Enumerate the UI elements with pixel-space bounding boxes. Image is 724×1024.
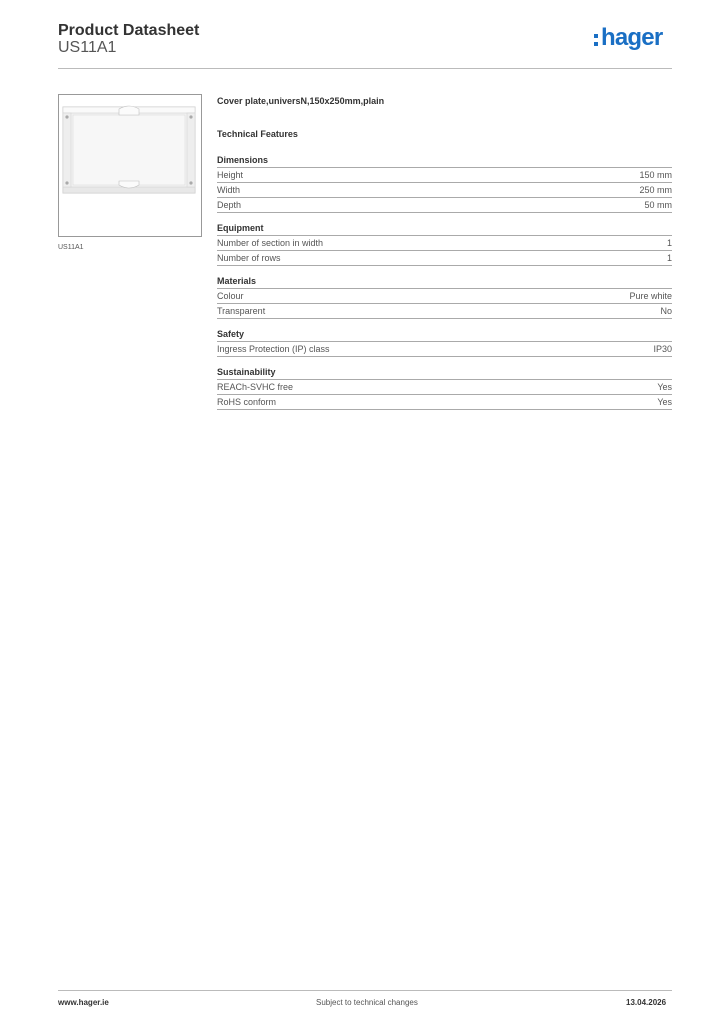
section-title: Equipment xyxy=(217,223,264,233)
section-safety xyxy=(217,328,672,357)
image-caption: US11A1 xyxy=(58,244,84,251)
technical-features-heading: Technical Features xyxy=(217,129,298,139)
section-title: Sustainability xyxy=(217,367,276,377)
spec-value: 150 mm xyxy=(639,170,672,180)
footer-date: 13.04.2026 xyxy=(626,998,667,1007)
product-image xyxy=(58,94,202,237)
spec-label: Height xyxy=(217,170,244,180)
section-title: Dimensions xyxy=(217,155,269,165)
spec-label: Depth xyxy=(217,200,242,210)
section-title: Materials xyxy=(217,276,257,286)
spec-row xyxy=(217,182,672,197)
spec-label: Number of section in width xyxy=(217,238,324,248)
spec-value: Pure white xyxy=(629,291,672,301)
spec-row xyxy=(217,288,672,303)
cover-plate-illustration xyxy=(59,95,201,236)
spec-row xyxy=(217,167,672,182)
spec-value: 250 mm xyxy=(639,185,672,195)
hager-logo: hager xyxy=(601,24,663,51)
spec-label: Width xyxy=(217,185,241,195)
spec-label: Transparent xyxy=(217,306,266,316)
spec-label: REACh-SVHC free xyxy=(217,382,294,392)
spec-row xyxy=(217,379,672,394)
section-dimensions xyxy=(217,154,672,213)
header-divider xyxy=(58,68,672,69)
spec-value: 50 mm xyxy=(644,200,672,210)
spec-row xyxy=(217,394,672,410)
spec-label: Ingress Protection (IP) class xyxy=(217,344,330,354)
spec-value: No xyxy=(660,306,672,316)
spec-label: Colour xyxy=(217,291,244,301)
spec-value: 1 xyxy=(666,238,672,248)
spec-row xyxy=(217,303,672,319)
spec-row xyxy=(217,235,672,250)
page-title: Product Datasheet xyxy=(58,22,200,39)
spec-value: IP30 xyxy=(653,344,672,354)
section-equipment xyxy=(217,222,672,266)
spec-row xyxy=(217,250,672,266)
spec-label: Number of rows xyxy=(217,253,281,263)
spec-value: Yes xyxy=(657,382,672,392)
spec-row xyxy=(217,341,672,357)
product-code: US11A1 xyxy=(58,39,117,56)
footer-divider xyxy=(58,990,672,991)
spec-label: RoHS conform xyxy=(217,397,277,407)
section-materials xyxy=(217,275,672,319)
spec-value: Yes xyxy=(657,397,672,407)
spec-row xyxy=(217,197,672,213)
product-name: Cover plate,universN,150x250mm,plain xyxy=(217,96,385,106)
footer-website-link[interactable]: www.hager.ie xyxy=(58,998,109,1007)
section-sustainability xyxy=(217,366,672,410)
spec-content xyxy=(217,96,672,419)
footer-notice: Subject to technical changes xyxy=(316,998,418,1007)
spec-value: 1 xyxy=(666,253,672,263)
section-title: Safety xyxy=(217,329,245,339)
hager-logo-mark xyxy=(594,34,599,48)
